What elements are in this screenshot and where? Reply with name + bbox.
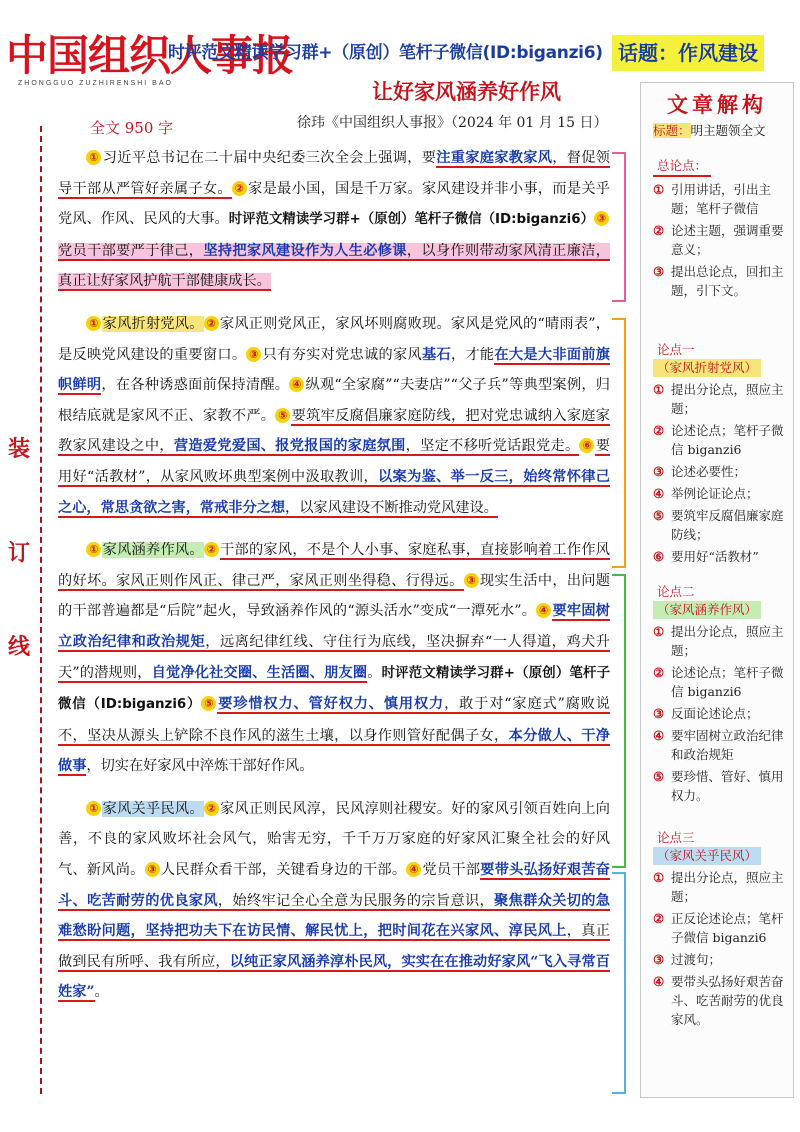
section-item: ① 提出分论点，照应主题； <box>653 382 784 416</box>
number-badge: ⑤ <box>275 408 290 423</box>
section-item: ④ 要牢固树立政治纪律和政治规矩 <box>653 728 784 762</box>
section-item: ④ 要带头弘扬好艰苦奋斗、吃苦耐劳的优良家风。 <box>653 974 784 1027</box>
binding-char-1: 装 <box>8 436 31 462</box>
sentence: 。 <box>94 984 109 1001</box>
section-sub: （家风折射党风） <box>653 359 761 377</box>
article-body <box>58 143 610 1020</box>
section-item: ① 提出分论点，照应主题； <box>653 624 784 658</box>
sentence: ，才能 <box>450 346 495 363</box>
section-item: ⑥ 要用好“活教材” <box>653 549 759 564</box>
section-sub: （家风关乎民风） <box>653 847 761 865</box>
bracket-green <box>612 574 626 868</box>
number-badge: ② <box>204 316 219 331</box>
logo-subtitle: ZHONGGUO ZUZHIRENSHI BAO <box>18 80 173 87</box>
sidebar-section-overall <box>653 157 789 300</box>
subpoint: 家风关乎民风。 <box>102 800 204 817</box>
section-item: ③ 反面论述论点； <box>653 706 759 721</box>
keyword: 在大是大非面前旗帜鲜明 <box>58 346 610 394</box>
section-item: ① 引用讲话，引出主题；笔杆子微信 <box>653 182 772 216</box>
sentence: 干部的家风，不是个人小事、家庭私事，直接影响着工作作风的好坏。家风正则作风正、律己严，家风正则坐得稳、行得远。 <box>58 542 610 589</box>
section-item: ② 论述主题，强调重要意义； <box>653 223 784 257</box>
keyword: 以案为鉴、举一反三，始终常怀律己之心，常思贪欲之害，常戒非分之想 <box>58 468 610 516</box>
paragraph-2 <box>58 309 610 523</box>
paragraph-3 <box>58 535 610 782</box>
sidebar-section-point2 <box>653 583 789 805</box>
number-badge: ② <box>232 181 247 196</box>
subpoint: 家风折射党风。 <box>102 315 204 332</box>
section-item: ③ 论述必要性； <box>653 464 747 479</box>
sentence: ，远离纪律红线、守住行为底线，坚决摒弃“一人得道，鸡犬升天”的潜规则， <box>58 633 610 681</box>
paragraph-1 <box>58 143 610 297</box>
title-tag-text: 明主题领全文 <box>690 123 766 138</box>
keyword: 聚焦群众关切的急难愁盼问题，坚持把功夫下在访民情、解民忧上，把时间花在兴家风、淳民风上 <box>58 892 610 940</box>
sentence: ，在各种诱惑面前保持清醒。 <box>101 377 290 394</box>
number-badge: ③ <box>246 347 261 362</box>
number-badge: ③ <box>464 573 479 588</box>
keyword: 自觉净化社交圈、生活圈、朋友圈 <box>151 664 368 681</box>
sentence: ，以家风建设不断推动党风建设。 <box>285 499 498 516</box>
sentence: ，督促领导干部从严管好亲属子女。 <box>58 150 610 197</box>
sentence: 人民群众看干部，关键看身边的干部。 <box>160 862 407 879</box>
bracket-pink <box>612 152 626 302</box>
sentence: 党员干部要严于律己， <box>58 242 204 259</box>
sentence: 纵观“全家腐”“夫妻店”“父子兵”等典型案例，归根结底就是家风不正、家教不严。 <box>58 377 610 424</box>
bracket-orange <box>612 318 626 568</box>
section-item: ② 论述论点；笔杆子微信 biganzi6 <box>653 665 784 699</box>
number-badge: ② <box>204 542 219 557</box>
topic-badge: 话题：作风建设 <box>612 35 764 71</box>
sentence: ，坚定不移听党话跟党走。 <box>405 438 580 455</box>
group-promo-line: 时评范文精读学习群+（原创）笔杆子微信(ID:biganzi6) <box>168 43 603 63</box>
section-head: 总论点： <box>653 157 711 177</box>
word-count: 全文 950 字 <box>90 119 174 137</box>
section-item: ⑤ 要筑牢反腐倡廉家庭防线； <box>653 508 784 542</box>
sentence: 只有夯实对党忠诚的家风 <box>262 346 422 363</box>
sidebar-section-point3 <box>653 829 789 1029</box>
sentence: ，始终牢记全心全意为民服务的宗旨意识， <box>217 892 495 909</box>
sentence: 要用好“活教材”，从家风败坏典型案例中汲取教训， <box>58 438 610 485</box>
bracket-blue <box>612 872 626 1094</box>
structure-sidebar <box>640 82 794 1098</box>
section-item: ⑤ 要珍惜、管好、慎用权力。 <box>653 769 784 803</box>
byline: 徐玮《中国组织人事报》（2024 年 01 月 15 日） <box>297 115 608 131</box>
number-badge: ⑥ <box>579 438 594 453</box>
title-tag: 标题： <box>653 123 691 138</box>
logo-text: 中国组织人事报 <box>6 31 294 80</box>
section-item: ③ 过渡句； <box>653 952 722 967</box>
sentence: 习近平总书记在二十届中央纪委三次全会上强调，要 <box>102 150 437 166</box>
paragraph-4 <box>58 794 610 1008</box>
section-item: ② 论述论点；笔杆子微信 biganzi6 <box>653 423 784 457</box>
sentence: 家风正则党风正，家风坏则腐败现。家风是党风的“晴雨表”，是反映党风建设的重要窗口。 <box>58 315 610 363</box>
sentence: ，真正做到民有所呼、我有所应， <box>58 923 610 970</box>
sidebar-section-point1 <box>653 341 789 566</box>
sentence: 家是最小国，国是千万家。家风建设并非小事，而是关乎党风、作风、民风的大事。 <box>58 180 610 228</box>
keyword: 要带头弘扬好艰苦奋斗、吃苦耐劳的优良家风 <box>58 862 610 909</box>
section-head: 论点一 <box>657 342 695 357</box>
sentence: 现实生活中，出问题的干部普遍都是“后院”起火，导致涵养作风的“源头活水”变成“一潭死水”。 <box>58 572 610 620</box>
subpoint: 家风涵养作风。 <box>102 542 204 559</box>
sentence: ，切实在好家风中淬炼干部好作风。 <box>86 758 314 775</box>
keyword: 本分做人、干净做事 <box>58 727 610 775</box>
sidebar-title-note <box>653 121 789 139</box>
sentence: 家风正则民风淳，民风淳则社稷安。好的家风引领百姓向上向善，不良的家风败坏社会风气，贻害无穷，千千万万家庭的好家风汇聚全社会的好风气、新风尚。 <box>58 800 610 879</box>
number-badge: ① <box>86 801 101 816</box>
number-badge: ⑤ <box>201 696 216 711</box>
number-badge: ④ <box>536 603 551 618</box>
keyword: 以纯正家风涵养淳朴民风，实实在在推动好家风“飞入寻常百姓家” <box>58 953 610 1001</box>
section-item: ④ 举例论证论点； <box>653 486 759 501</box>
sentence: ，以身作则带动家风清正廉洁，真正让好家风护航干部健康成长。 <box>58 242 610 290</box>
number-badge: ④ <box>289 377 304 392</box>
keyword: 坚持把家风建设作为人生必修课 <box>203 242 407 259</box>
section-sub: （家风涵养作风） <box>653 601 761 619</box>
section-item: ③ 提出总论点，回扣主题，引下文。 <box>653 264 784 298</box>
section-head: 论点二 <box>657 584 695 599</box>
section-item: ② 正反论述论点；笔杆子微信 biganzi6 <box>653 911 784 945</box>
section-item: ① 提出分论点，照应主题； <box>653 870 784 904</box>
number-badge: ① <box>86 150 101 165</box>
keyword: 注重家庭家教家风 <box>436 150 553 166</box>
article-title: 让好家风涵养好作风 <box>372 80 561 104</box>
number-badge: ③ <box>594 211 609 226</box>
binding-char-3: 线 <box>8 634 31 660</box>
sentence: ，敢于对“家庭式”腐败说不，坚决从源头上铲除不良作风的滋生土壤，以身作则管好配偶子女， <box>58 696 610 744</box>
keyword: 基石 <box>421 346 451 363</box>
number-badge: ③ <box>145 862 160 877</box>
sentence: 党员干部 <box>422 862 481 879</box>
number-badge: ② <box>204 801 219 816</box>
number-badge: ① <box>86 542 101 557</box>
promo-inline: 时评范文精读学习群+（原创）笔杆子微信（ID:biganzi6） <box>228 212 594 228</box>
promo-inline: 时评范文精读学习群+（原创）笔杆子微信（ID:biganzi6） <box>58 665 610 713</box>
sidebar-title: 文章解构 <box>667 92 767 117</box>
sentence: 。 <box>367 664 382 681</box>
sentence: 要筑牢反腐倡廉家庭防线，把对党忠诚纳入家庭家教家风建设之中， <box>58 407 610 455</box>
number-badge: ① <box>86 316 101 331</box>
keyword: 营造爱党爱国、报党报国的家庭氛围 <box>173 438 406 455</box>
keyword: 要牢固树立政治纪律和政治规矩 <box>58 603 610 650</box>
keyword: 要珍惜权力、管好权力、慎用权力 <box>217 696 445 713</box>
section-head: 论点三 <box>657 830 695 845</box>
binding-line <box>40 126 42 1094</box>
number-badge: ④ <box>406 862 421 877</box>
binding-char-2: 订 <box>8 540 31 566</box>
